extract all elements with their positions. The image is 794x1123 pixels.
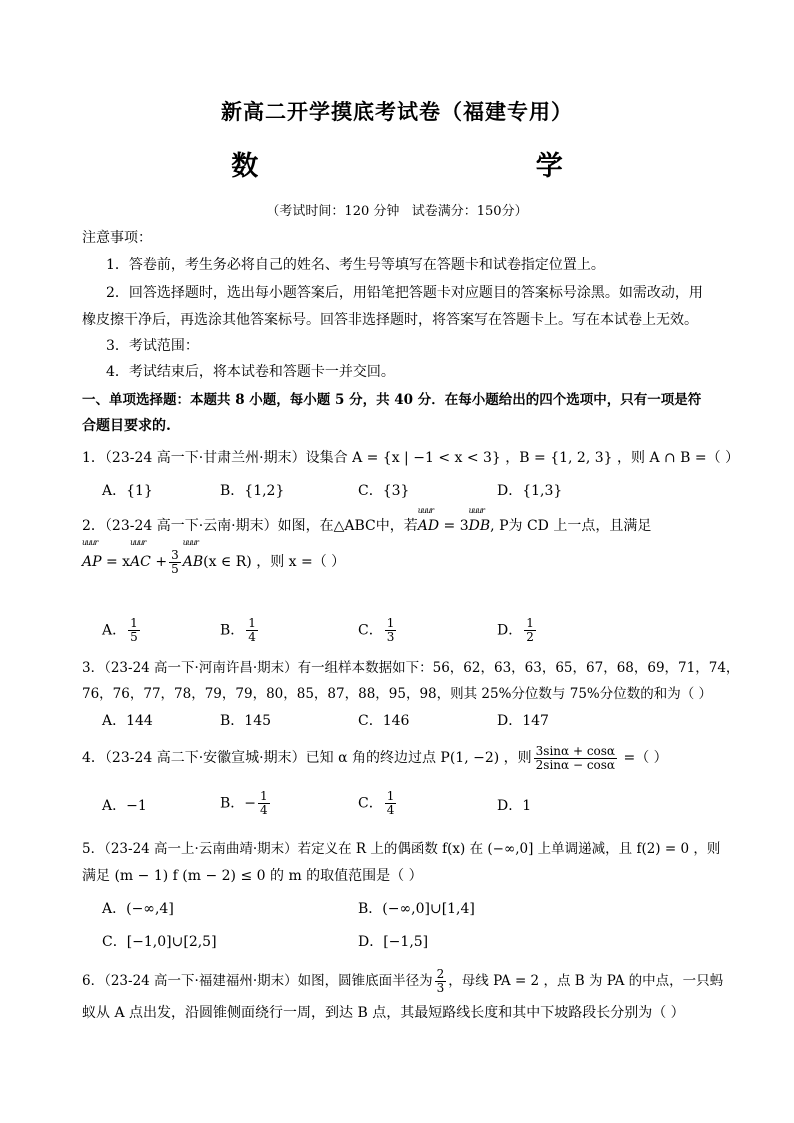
notice-item-2: 2．回答选择题时，选出每小题答案后，用铅笔把答题卡对应题目的答案标号涂黑。如需改动，用 [106, 285, 703, 301]
q5-option-c: C．[−1,0]∪[2,5] [102, 934, 217, 950]
q2-option-a-frac [128, 617, 140, 644]
frac-den: 2 [526, 630, 534, 644]
q2-option-c [358, 617, 398, 644]
q4-frac-den: 2sinα − cosα [535, 757, 616, 772]
frac-num: 1 [260, 789, 268, 803]
frac-den: 4 [260, 803, 268, 817]
frac-num: 1 [386, 789, 395, 803]
frac-num: 1 [386, 616, 395, 630]
q2-option-d-label: D． [497, 622, 523, 639]
question-5-stem-line1: 5．（23-24 高一上·云南曲靖·期末）若定义在 R 上的偶函数 f(x) 在 (−∞,0] 上单调递减，且 f(2) = 0 ，则 [82, 841, 721, 857]
notice-item-1: 1．答卷前，考生务必将自己的姓名、考生号等填写在答题卡和试卷指定位置上。 [106, 257, 605, 273]
section-heading: 一、单项选择题：本题共 8 小题，每小题 5 分，共 40 分．在每小题给出的四个选项中，只有一项是符 [82, 392, 702, 408]
vector-ab: uuur AB [183, 548, 203, 576]
q1-option-c: C．{3} [358, 483, 410, 499]
question-2-stem-line2 [82, 548, 722, 576]
q2-option-a [102, 617, 142, 644]
q2-option-b [220, 617, 260, 644]
q4-option-c-label: C． [358, 795, 383, 812]
q2-text-plus: + [150, 554, 168, 570]
q2-text-b: , P为 CD 上一点，且满足 [490, 518, 652, 534]
q2-text-mid: = 3 [439, 518, 469, 534]
q4-text-b: =（ ） [619, 750, 668, 766]
q6-text-a: 6．（23-24 高一下·福建福州·期末）如图，圆锥底面半径为 [82, 973, 433, 989]
notice-item-4: 4．考试结束后，将本试卷和答题卡一并交回。 [106, 364, 395, 380]
question-3-stem-line2: 76，76，77，78，79，79，80，85，87，88，95，98，则其 25%分位数与 75%分位数的和为（ ） [82, 686, 713, 702]
q1-option-a: A．{1} [102, 483, 153, 499]
vector-db: uuur DB [469, 516, 491, 536]
vector-ad: uuur AD [418, 516, 439, 536]
notice-heading: 注意事项： [82, 230, 152, 246]
q6-frac-num: 2 [436, 967, 445, 981]
q2-option-d-frac [524, 617, 536, 644]
frac-num: 1 [248, 616, 256, 630]
section-heading-cont: 合题目要求的. [82, 418, 171, 434]
q4-option-b-label: B．− [220, 795, 257, 812]
vector-ac: uuur AC [130, 548, 151, 576]
frac-den: 5 [130, 630, 138, 644]
q4-option-a: A．−1 [102, 798, 147, 814]
frac-num: 1 [526, 616, 534, 630]
q4-option-d: D．1 [497, 798, 532, 814]
q4-fraction [534, 745, 617, 772]
q2-frac-num: 3 [171, 547, 179, 562]
q4-option-c [358, 790, 398, 817]
frac-num: 1 [130, 616, 138, 630]
q2-option-a-label: A． [102, 622, 127, 639]
q2-option-b-frac [246, 617, 258, 644]
notice-item-2-cont: 橡皮擦干净后，再选涂其他答案标号。回答非选择题时，将答案写在答题卡上。写在本试卷上无效。 [82, 312, 698, 328]
q4-option-b [220, 790, 272, 817]
q5-option-a: A．(−∞,4] [102, 901, 174, 917]
question-6-stem-line2: 蚁从 A 点出发，沿圆锥侧面绕行一周，到达 B 点，其最短路线长度和其中下坡路段长分别为（ ） [82, 1005, 685, 1021]
vector-ap: uuur AP [82, 548, 102, 576]
q3-option-c: C．146 [358, 713, 410, 729]
question-5-stem-line2: 满足 (m − 1) f (m − 2) ≤ 0 的 m 的取值范围是（ ） [82, 868, 423, 884]
question-3-stem-line1: 3．（23-24 高一下·河南许昌·期末）有一组样本数据如下：56，62，63，63，65，67，68，69，71，74， [82, 660, 740, 676]
q2-fraction [169, 549, 181, 576]
q4-text-a: 4．（23-24 高二下·安徽宣城·期末）已知 α 角的终边过点 P(1, −2) ，则 [82, 750, 532, 766]
q1-option-b: B．{1,2} [220, 483, 285, 499]
q2-option-b-label: B． [220, 622, 245, 639]
exam-meta: （考试时间：120 分钟 试卷满分：150分） [266, 204, 528, 219]
frac-den: 4 [386, 803, 395, 817]
q2-text-c: = x [101, 554, 131, 570]
q2-option-c-label: C． [358, 622, 383, 639]
q4-option-b-frac [258, 790, 270, 817]
frac-den: 3 [386, 630, 395, 644]
q2-text-d: (x ∈ R) ，则 x =（ ） [203, 554, 346, 570]
notice-item-3: 3．考试范围： [106, 338, 199, 354]
q6-text-b: ，母线 PA = 2 ，点 B 为 PA 的中点，一只蚂 [448, 973, 724, 989]
q2-frac-den: 5 [171, 561, 179, 576]
exam-subject: 数 学 [231, 151, 563, 182]
q3-option-a: A．144 [102, 713, 153, 729]
question-4-stem [82, 742, 722, 774]
q5-option-d: D．[−1,5] [358, 934, 429, 950]
question-6-stem-line1 [82, 966, 722, 996]
q6-frac-den: 3 [436, 981, 445, 995]
question-2-stem-line1 [82, 516, 722, 536]
q2-option-c-frac [385, 617, 397, 644]
q2-text-a: 2．（23-24 高一下·云南·期末）如图，在△ABC中，若 [82, 518, 418, 534]
exam-title: 新高二开学摸底考试卷（福建专用） [221, 99, 573, 124]
question-1-stem: 1．（23-24 高一下·甘肃兰州·期末）设集合 A = {x | −1 < x < 3} ，B = {1, 2, 3} ，则 A ∩ B =（ ） [82, 450, 740, 466]
q3-option-b: B．145 [220, 713, 272, 729]
frac-den: 4 [248, 630, 256, 644]
q6-fraction [435, 968, 447, 995]
q5-option-b: B．(−∞,0]∪[1,4] [358, 901, 475, 917]
q2-option-d [497, 617, 538, 644]
q3-option-d: D．147 [497, 713, 549, 729]
q4-frac-num: 3sinα + cosα [535, 743, 616, 758]
q1-option-d: D．{1,3} [497, 483, 563, 499]
q4-option-c-frac [385, 790, 397, 817]
